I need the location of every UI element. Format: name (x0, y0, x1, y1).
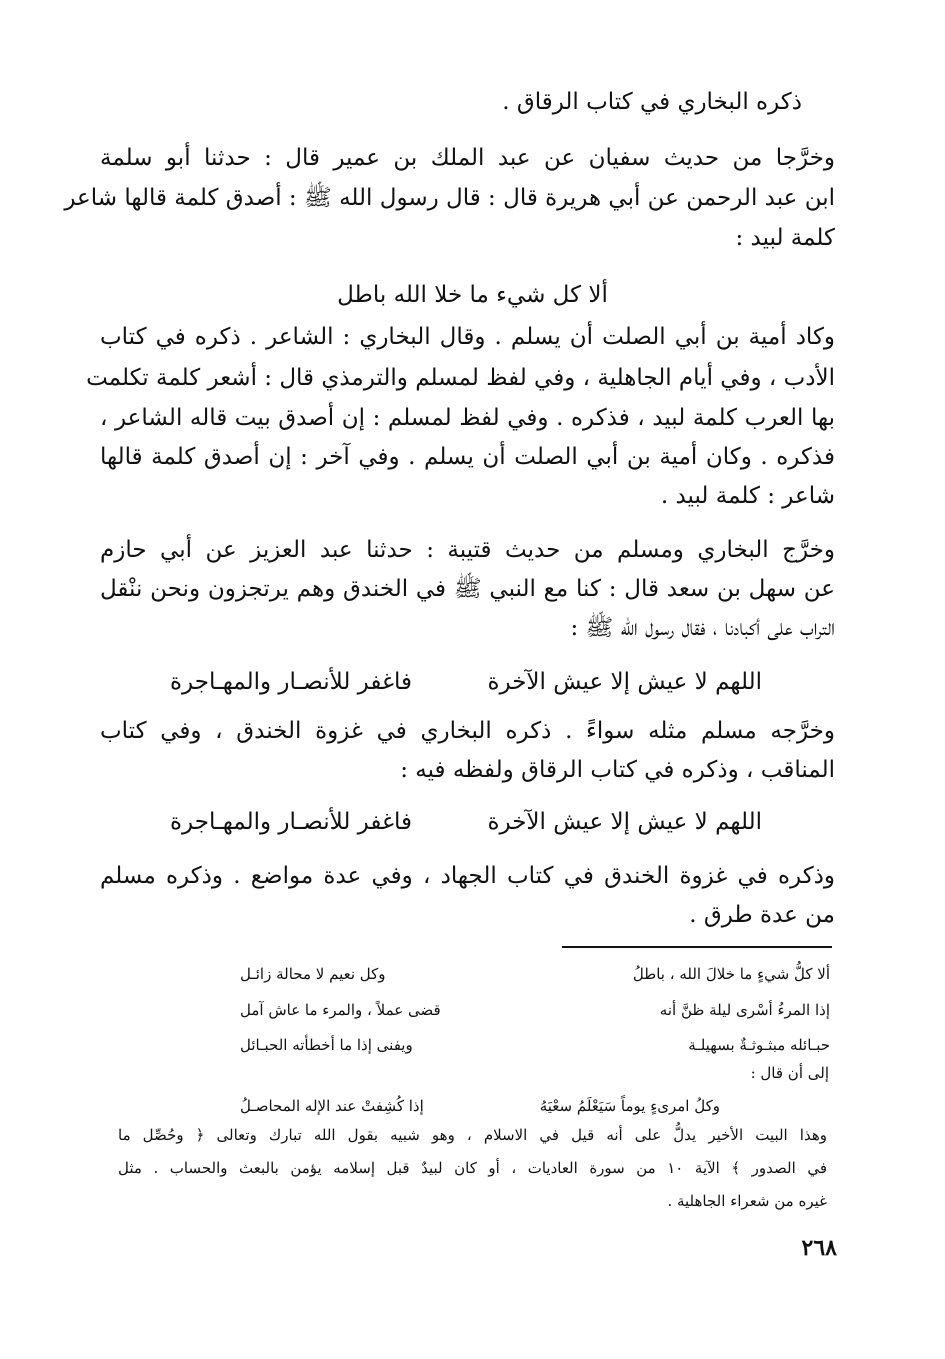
footnote-intro: إلى أن قال : (750, 1064, 829, 1082)
text-line: التراب على أكبادنا ، فقال رسول الله ﷺ : (570, 615, 835, 641)
text-line: ذكره البخاري في كتاب الرقاق . (502, 89, 802, 115)
text-line: عن سهل بن سعد قال : كنا مع النبي ﷺ في الخندق وهم يرتجزون ونحن ننْقل (100, 576, 835, 602)
footnote-verse-left: ويفنى إذا ما أخطأته الحبـائل (240, 1036, 413, 1054)
footnote-verse-right: حبـائله مبثـوثـةٌ بسهيلـة (688, 1036, 830, 1054)
page-number: ٢٦٨ (801, 1235, 837, 1261)
text-line: فذكره . وكان أمية بن أبي الصلت أن يسلم . وفي آخر : إن أصدق كلمة قالها (100, 444, 835, 470)
verse-hemistich-right: اللهم لا عيش إلا عيش الآخرة (487, 809, 762, 835)
footnote-separator (562, 946, 832, 948)
footnote-verse-right: ألا كلُّ شيءٍ ما خلالَ الله ، باطلُ (632, 965, 830, 983)
text-line: المناقب ، وذكره في كتاب الرقاق ولفظه فيه : (400, 757, 835, 783)
text-line: وخرَّج البخاري ومسلم من حديث قتيبة : حدثنا عبد العزيز عن أبي حازم (100, 537, 835, 563)
verse-line: ألا كل شيء ما خلا الله باطل (337, 282, 608, 308)
footnote-verse-left: وكل نعيم لا محالة زائـل (240, 965, 386, 983)
footnote-note-line: في الصدور ﴾ الآية ١٠ من سورة العاديات ، أو كان لبيدٌ قبل إسلامه يؤمن بالبعث والحساب . مثل (118, 1159, 827, 1177)
text-line: وكاد أمية بن أبي الصلت أن يسلم . وقال البخاري : الشاعر . ذكره في كتاب (100, 324, 835, 350)
footnote-note-line: وهذا البيت الأخير يدلُّ على أنه قيل في الاسلام ، وهو شبيه بقول الله تبارك وتعالى ﴿ وحُصِّل ما (118, 1126, 827, 1144)
footnote-verse-right: وكلُ امرىءٍ يوماً سَيَعْلَمُ سعْيَهُ (539, 1097, 720, 1115)
text-line: من عدة طرق . (689, 902, 835, 928)
text-line: شاعر : كلمة لبيد . (660, 483, 835, 509)
text-line: كلمة لبيد : (735, 225, 835, 251)
verse-hemistich-left: فاغفر للأنصـار والمهـاجرة (170, 809, 413, 835)
footnote-verse-left: قضى عملاً ، والمرء ما عاش آمل (240, 1001, 441, 1019)
text-line: ابن عبد الرحمن عن أبي هريرة قال : قال رسول الله ﷺ : أصدق كلمة قالها شاعر (64, 185, 835, 211)
text-line: بها العرب كلمة لبيد ، فذكره . وفي لفظ لمسلم : إن أصدق بيت قاله الشاعر ، (100, 405, 835, 431)
text-line: وذكره في غزوة الخندق في كتاب الجهاد ، وفي عدة مواضع . وذكره مسلم (100, 863, 835, 889)
footnote-verse-right: إذا المرءُ أسْرى ليلة ظنَّ أنه (659, 1001, 830, 1019)
text-line: وخرَّجه مسلم مثله سواءً . ذكره البخاري في غزوة الخندق ، وفي كتاب (100, 718, 835, 744)
footnote-note-line: غيره من شعراء الجاهلية . (667, 1192, 827, 1210)
verse-hemistich-right: اللهم لا عيش إلا عيش الآخرة (487, 669, 762, 695)
footnote-verse-left: إذا كُشِفتْ عند الإله المحاصـلُ (240, 1097, 424, 1115)
verse-hemistich-left: فاغفر للأنصـار والمهـاجرة (170, 669, 413, 695)
text-line: وخرَّجا من حديث سفيان عن عبد الملك بن عمير قال : حدثنا أبو سلمة (100, 145, 835, 171)
text-line: الأدب ، وفي أيام الجاهلية ، وفي لفظ لمسلم والترمذي قال : أشعر كلمة تكلمت (86, 365, 835, 391)
